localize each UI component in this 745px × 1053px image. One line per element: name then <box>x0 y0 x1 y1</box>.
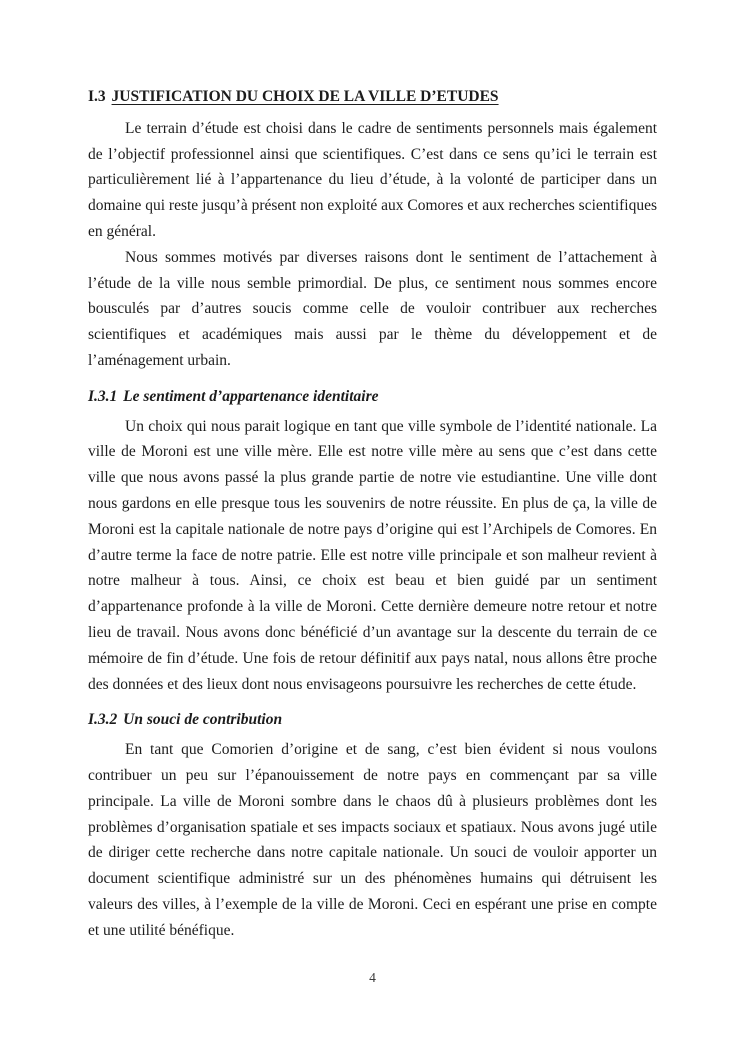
section-title: Le sentiment d’appartenance identitaire <box>123 387 379 405</box>
page-number: 4 <box>369 970 376 985</box>
section-number: I.3.1 <box>88 387 118 405</box>
section-title: JUSTIFICATION DU CHOIX DE LA VILLE D’ETUDES <box>111 88 499 105</box>
page-content <box>88 84 657 944</box>
section-title: Un souci de contribution <box>123 711 283 729</box>
paragraph: Le terrain d’étude est choisi dans le cadre de sentiments personnels mais également de l’objectif professionnel ainsi que scientifiques. C’est dans ce sens qu’ici le terrain est particulièrement lié à l’appartenance du lieu d’étude, à la volonté de participer dans un domaine qui reste jusqu’à présent non exploité aux Comores et aux recherches scientifiques en général. <box>88 119 658 240</box>
paragraph: Nous sommes motivés par diverses raisons dont le sentiment de l’attachement à l’étude de la ville nous semble primordial. De plus, ce sentiment nous sommes encore bousculés par d’autres soucis comme celle de vouloir contribuer aux recherches scientifiques et académiques mais aussi par le thème du développement et de l’aménagement urbain. <box>88 248 657 369</box>
section-heading-i3-1 <box>88 384 657 410</box>
section-number: I.3 <box>88 88 106 105</box>
paragraph: En tant que Comorien d’origine et de sang, c’est bien évident si nous voulons contribuer un peu sur l’épanouissement de notre pays en commençant par sa ville principale. La ville de Moroni sombre dans le chaos dû à plusieurs problèmes dont les problèmes d’organisation spatiale et ses impacts sociaux et spatiaux. Nous avons jugé utile de diriger cette recherche dans notre capitale nationale. Un souci de vouloir apporter un document scientifique administré sur un des phénomènes humains qui détruisent les valeurs des villes, à l’exemple de la ville de Moroni. Ceci en espérant une prise en compte et une utilité bénéfique. <box>88 741 657 939</box>
section-heading-i3-2 <box>88 707 657 733</box>
section-number: I.3.2 <box>88 711 118 729</box>
section-heading-i3 <box>88 84 657 110</box>
paragraph: Un choix qui nous parait logique en tant que ville symbole de l’identité nationale. La ville de Moroni est une ville mère. Elle est notre ville mère au sens que c’est dans cette ville que nous avons passé la plus grande partie de notre vie estudiantine. Une ville dont nous gardons en elle presque tous les souvenirs de notre réussite. En plus de ça, la ville de Moroni est la capitale nationale de notre pays d’origine qui est l’Archipels de Comores. En d’autre terme la face de notre patrie. Elle est notre ville principale et son malheur revient à notre malheur à tous. Ainsi, ce choix est beau et bien guidé par un sentiment d’appartenance profonde à la ville de Moroni. Cette dernière demeure notre retour et notre lieu de travail. Nous avons donc bénéficié d’un avantage sur la descente du terrain de ce mémoire de fin d’étude. Une fois de retour définitif aux pays natal, nous allons être proche des données et des lieux dont nous envisageons poursuivre les recherches de cette étude. <box>88 417 657 693</box>
